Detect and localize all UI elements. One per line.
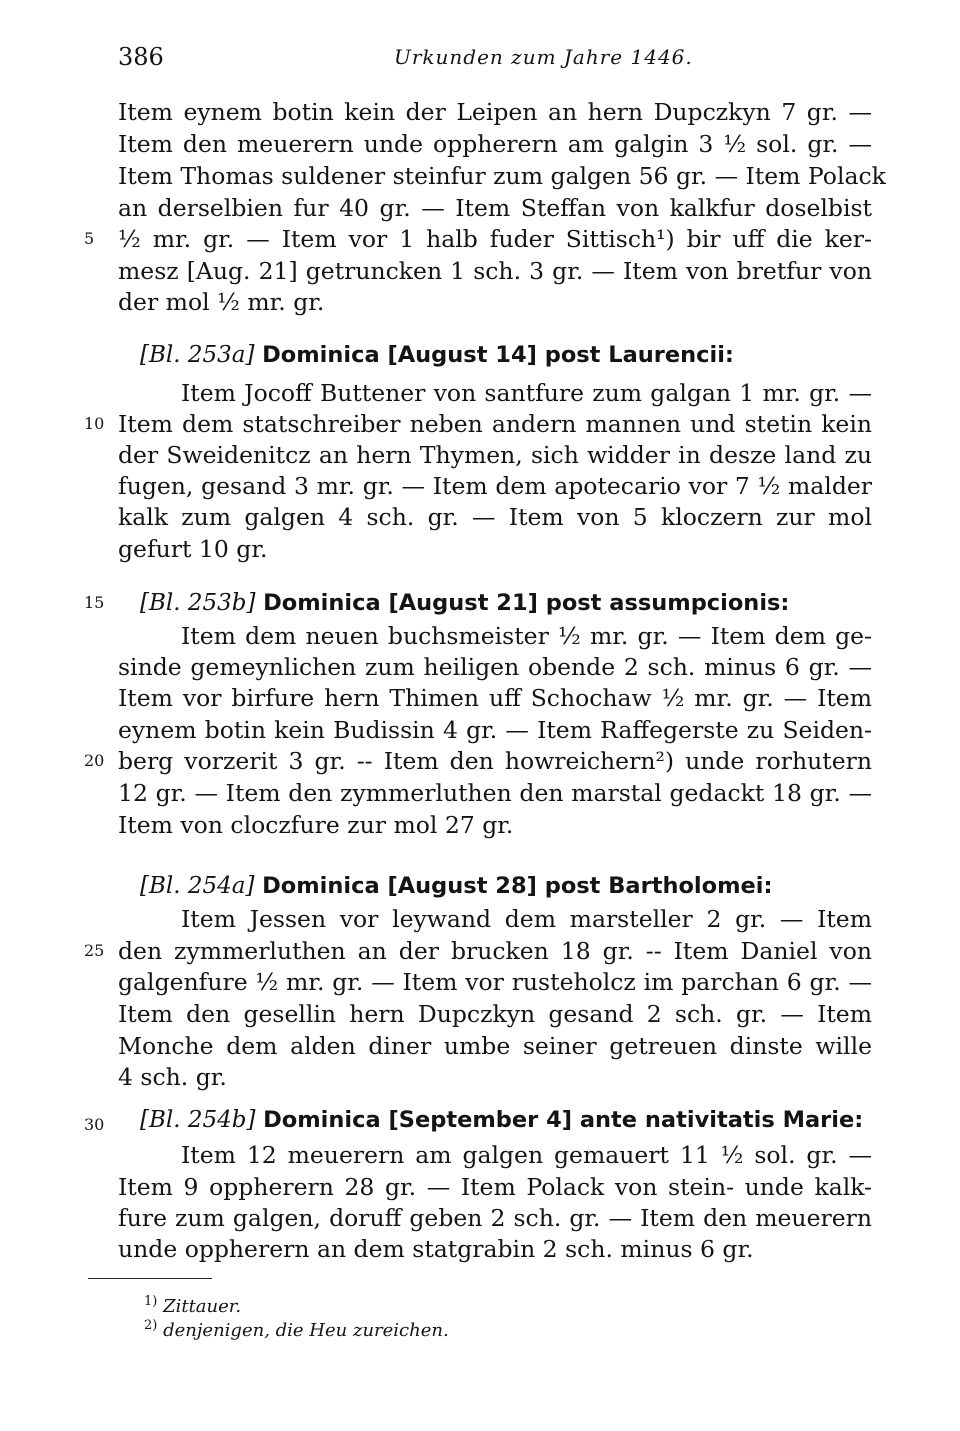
text-line: gefurt 10 gr. <box>118 535 268 563</box>
section-heading <box>140 1102 872 1136</box>
section-heading <box>140 868 872 902</box>
text-line: 12 gr. — Item den zymmerluthen den marstal gedackt 18 gr. — <box>118 779 872 807</box>
section-heading <box>140 337 872 371</box>
footnote-mark: 1) <box>144 1294 158 1309</box>
folio-reference: [Bl. 254a] <box>140 873 255 899</box>
line-number: 15 <box>84 593 105 612</box>
text-line: Item vor birfure hern Thimen uff Schochaw ½ mr. gr. — Item <box>118 684 872 712</box>
text-line: berg vorzerit 3 gr. -- Item den howreichern²) unde rorhutern <box>118 747 872 775</box>
heading-title: Dominica [August 28] post Bartholomei: <box>262 873 773 899</box>
text-line: Item dem neuen buchsmeister ½ mr. gr. — Item dem ge- <box>181 622 872 650</box>
text-line: der mol ½ mr. gr. <box>118 288 325 316</box>
folio-reference: [Bl. 253b] <box>140 590 256 616</box>
text-line: kalk zum galgen 4 sch. gr. — Item von 5 kloczern zur mol <box>118 503 872 531</box>
line-number: 30 <box>84 1115 105 1134</box>
footnote-mark: 2) <box>144 1318 158 1333</box>
text-line: eynem botin kein Budissin 4 gr. — Item Raffegerste zu Seiden- <box>118 716 872 744</box>
text-line: den zymmerluthen an der brucken 18 gr. -- Item Daniel von <box>118 937 872 965</box>
text-line: ½ mr. gr. — Item vor 1 halb fuder Sittisch¹) bir uff die ker- <box>118 225 872 253</box>
footnote <box>144 1290 242 1317</box>
line-number: 20 <box>84 751 105 770</box>
text-line: fure zum galgen, doruff geben 2 sch. gr. — Item den meuerern <box>118 1204 872 1232</box>
line-number: 10 <box>84 414 105 433</box>
page-header <box>118 43 872 73</box>
footnote-rule <box>88 1278 212 1279</box>
text-line: an derselbien fur 40 gr. — Item Steffan von kalkfur doselbist <box>118 194 872 222</box>
line-number: 5 <box>84 229 95 248</box>
heading-title: Dominica [September 4] ante nativitatis Marie: <box>263 1107 864 1133</box>
text-line: unde oppherern an dem statgrabin 2 sch. minus 6 gr. <box>118 1235 754 1263</box>
footnote-text: denjenigen, die Heu zureichen. <box>163 1320 449 1341</box>
line-number: 25 <box>84 941 105 960</box>
heading-title: Dominica [August 14] post Laurencii: <box>262 342 734 368</box>
footnote <box>144 1314 449 1341</box>
text-line: 4 sch. gr. <box>118 1063 227 1091</box>
section-heading <box>140 585 872 619</box>
heading-title: Dominica [August 21] post assumpcionis: <box>263 590 790 616</box>
text-line: Item dem statschreiber neben andern mannen und stetin kein <box>118 410 872 438</box>
text-line: mesz [Aug. 21] getruncken 1 sch. 3 gr. — Item von bretfur von <box>118 257 872 285</box>
footnote-text: Zittauer. <box>163 1296 242 1317</box>
text-line: Item den gesellin hern Dupczkyn gesand 2 sch. gr. — Item <box>118 1000 872 1028</box>
text-line: der Sweidenitcz an hern Thymen, sich widder in desze land zu <box>118 441 872 469</box>
text-line: Item Thomas suldener steinfur zum galgen 56 gr. — Item Polack <box>118 162 886 190</box>
page-number: 386 <box>118 43 164 71</box>
text-line: Item Jessen vor leywand dem marsteller 2 gr. — Item <box>181 905 872 933</box>
text-line: Item von cloczfure zur mol 27 gr. <box>118 811 514 839</box>
text-line: Item den meuerern unde oppherern am galgin 3 ½ sol. gr. — <box>118 130 872 158</box>
text-line: galgenfure ½ mr. gr. — Item vor rusteholcz im parchan 6 gr. — <box>118 968 872 996</box>
text-line: Monche dem alden diner umbe seiner getreuen dinste wille <box>118 1032 872 1060</box>
text-line: Item eynem botin kein der Leipen an hern Dupczkyn 7 gr. — <box>118 98 872 126</box>
folio-reference: [Bl. 253a] <box>140 342 255 368</box>
text-line: Item 9 oppherern 28 gr. — Item Polack von stein- unde kalk- <box>118 1173 872 1201</box>
text-line: Item 12 meuerern am galgen gemauert 11 ½ sol. gr. — <box>181 1141 872 1169</box>
text-line: Item Jocoff Buttener von santfure zum galgan 1 mr. gr. — <box>181 379 872 407</box>
folio-reference: [Bl. 254b] <box>140 1107 256 1133</box>
running-title: Urkunden zum Jahre 1446. <box>394 45 693 69</box>
text-line: sinde gemeynlichen zum heiligen obende 2 sch. minus 6 gr. — <box>118 653 872 681</box>
text-line: fugen, gesand 3 mr. gr. — Item dem apotecario vor 7 ½ malder <box>118 472 872 500</box>
